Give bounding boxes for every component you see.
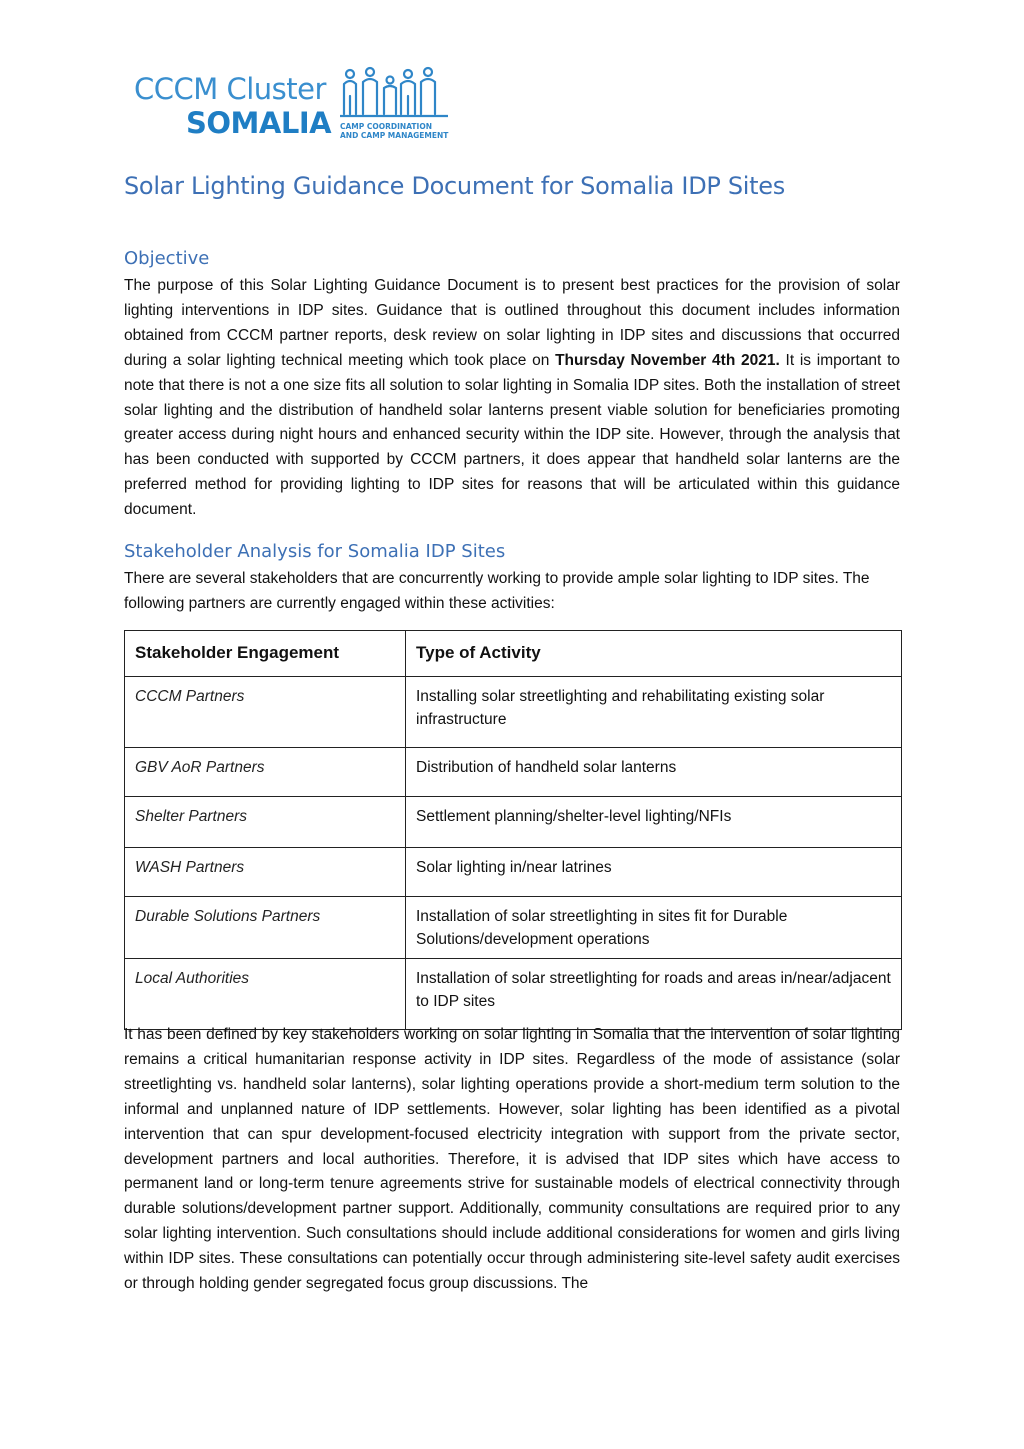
table-row bbox=[125, 797, 902, 848]
activity-cell: Installation of solar streetlighting for roads and areas in/near/adjacent to IDP sites bbox=[406, 959, 902, 1030]
table-row bbox=[125, 748, 902, 797]
stakeholder-heading: Stakeholder Analysis for Somalia IDP Sites bbox=[124, 541, 506, 562]
meeting-date: Thursday November 4th 2021. bbox=[555, 351, 780, 369]
table-header: Stakeholder Engagement bbox=[125, 631, 406, 677]
objective-paragraph: The purpose of this Solar Lighting Guidance Document is to present best practices for the provision of solar lighting interventions in IDP sites. Guidance that is outlined throughout this document includes information obtained from CCCM partner reports, desk review on solar lighting in IDP sites and discussions that occurred during a solar lighting technical meeting which took place on Thursday November 4th 2021. It is important to note that there is not a one size fits all solution to solar lighting in Somalia IDP sites. Both the installation of street solar lighting and the distribution of handheld solar lanterns present viable solution for beneficiaries promoting greater access during night hours and enhanced security within the IDP site. However, through the analysis that has been conducted with supported by CCCM partners, it does appear that handheld solar lanterns are the preferred method for providing lighting to IDP sites for reasons that will be articulated within this guidance document. bbox=[124, 277, 900, 519]
objective-heading: Objective bbox=[124, 248, 210, 269]
people-figures-icon bbox=[340, 66, 448, 118]
logo-line-2: SOMALIA bbox=[186, 106, 332, 140]
table-row bbox=[125, 677, 902, 748]
stakeholder-cell: Local Authorities bbox=[125, 959, 406, 1030]
stakeholder-cell: CCCM Partners bbox=[125, 677, 406, 748]
logo-line-1: CCCM Cluster bbox=[134, 72, 326, 106]
stakeholder-cell: WASH Partners bbox=[125, 848, 406, 897]
stakeholder-table bbox=[124, 630, 902, 1030]
activity-cell: Solar lighting in/near latrines bbox=[406, 848, 902, 897]
activity-cell: Installation of solar streetlighting in sites fit for Durable Solutions/development operations bbox=[406, 897, 902, 959]
stakeholder-cell: Durable Solutions Partners bbox=[125, 897, 406, 959]
table-row bbox=[125, 897, 902, 959]
activity-cell: Installing solar streetlighting and rehabilitating existing solar infrastructure bbox=[406, 677, 902, 748]
closing-paragraph: It has been defined by key stakeholders working on solar lighting in Somalia that the intervention of solar lighting remains a critical humanitarian response activity in IDP sites. Regardless of the mode of assistance (solar streetlighting vs. handheld solar lanterns), solar lighting operations provide a short-medium term solution to the informal and unplanned nature of IDP settlements. However, solar lighting has been identified as a pivotal intervention that can spur development-focused electricity integration with support from the private sector, development partners and local authorities. Therefore, it is advised that IDP sites which have access to permanent land or long-term tenure agreements strive for sustainable models of electrical connectivity through durable solutions/development partner support. Additionally, community consultations are required prior to any solar lighting intervention. Such consultations should include additional considerations for women and girls living within IDP sites. These consultations can potentially occur through administering site-level safety audit exercises or through holding gender segregated focus group discussions. The bbox=[124, 1026, 900, 1293]
table-row bbox=[125, 959, 902, 1030]
logo-subtitle: CAMP COORDINATION AND CAMP MANAGEMENT bbox=[340, 122, 449, 140]
activity-cell: Settlement planning/shelter-level lighting/NFIs bbox=[406, 797, 902, 848]
document-title: Solar Lighting Guidance Document for Somalia IDP Sites bbox=[124, 172, 785, 200]
table-header: Type of Activity bbox=[406, 631, 902, 677]
cccm-cluster-logo bbox=[134, 66, 454, 146]
table-header-row bbox=[125, 631, 902, 677]
stakeholder-cell: GBV AoR Partners bbox=[125, 748, 406, 797]
activity-cell: Distribution of handheld solar lanterns bbox=[406, 748, 902, 797]
stakeholder-intro: There are several stakeholders that are concurrently working to provide ample solar lighting to IDP sites. The following partners are currently engaged within these activities: bbox=[124, 570, 870, 612]
stakeholder-cell: Shelter Partners bbox=[125, 797, 406, 848]
table-row bbox=[125, 848, 902, 897]
